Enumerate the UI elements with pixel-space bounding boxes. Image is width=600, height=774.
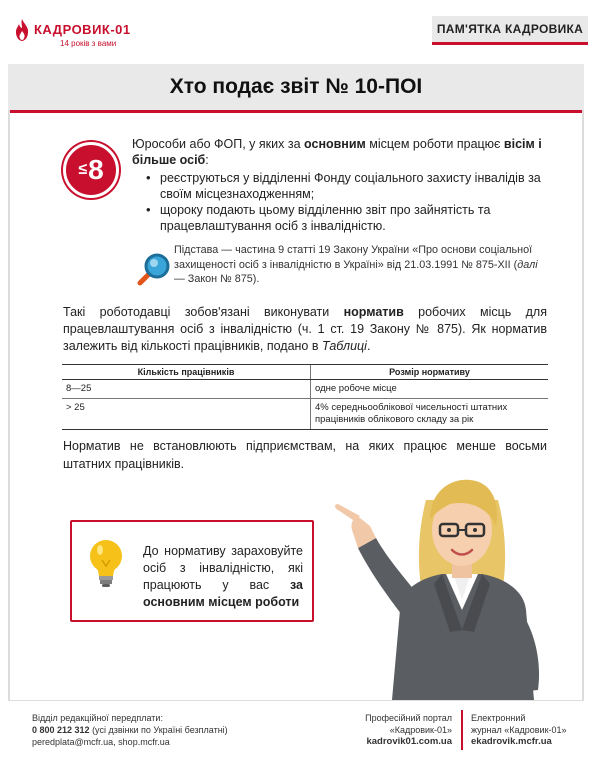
table-row [62, 380, 548, 399]
table-cell: 4% середньооблікової чисельності штатних працівників облікового складу за рік [311, 399, 549, 430]
section-label: ПАМ'ЯТКА КАДРОВИКА [432, 16, 588, 45]
logo-subtitle: 14 років з вами [60, 39, 117, 48]
list-item: • реєструються у відділенні Фонду соціального захисту інвалідів за своїм місцезнаходженням; [132, 170, 544, 202]
basis-italic: далі [517, 258, 538, 271]
footer-journal [471, 712, 581, 748]
table-header: Кількість працівників [62, 365, 311, 380]
footer-dept: Відділ редакційної передплати: [32, 713, 163, 723]
intro-list [132, 170, 544, 234]
magnifier-icon [137, 252, 171, 286]
portal-link[interactable]: kadrovik01.com.ua [366, 736, 452, 747]
footer-separator [461, 710, 463, 750]
frame-divider [8, 110, 10, 700]
legal-basis [174, 243, 546, 287]
count-badge [63, 142, 119, 198]
table-header: Розмір нормативу [311, 365, 549, 380]
badge-number: 8 [88, 154, 104, 185]
intro-bold: основним [304, 137, 366, 151]
title-band [8, 64, 584, 113]
badge-symbol: ≤ [78, 161, 88, 178]
table-cell: > 25 [62, 399, 311, 430]
page-title: Хто подає звіт № 10-ПОІ [169, 75, 423, 98]
journal-line1: Електронний [471, 713, 526, 723]
intro-text: Юрособи або ФОП, у яких за [132, 137, 305, 151]
flame-logo-icon [14, 19, 30, 41]
lightbulb-icon [86, 538, 126, 590]
footer-portal [330, 712, 452, 748]
footer-emails[interactable]: peredplata@mcfr.ua, shop.mcfr.ua [32, 737, 170, 747]
norm-bold: норматив [343, 305, 404, 319]
tip-bold: за основним місцем роботи [143, 578, 303, 609]
norm-text: Такі роботодавці зобов'язані виконувати [63, 305, 344, 319]
exemption-paragraph: Норматив не встановлюють підприємствам, на яких працює менше восьми штатних працівників. [63, 439, 547, 471]
norm-text: . [366, 339, 371, 353]
norm-table [62, 364, 548, 430]
journal-line2: журнал «Кадровик-01» [471, 725, 567, 735]
intro-text: : [205, 153, 209, 167]
intro-text: місцем роботи працює [365, 137, 504, 151]
table-ref: Таблиці [321, 339, 367, 353]
tip-plain: До нормативу зараховуйте осіб з інвалідністю, які працюють у вас [143, 544, 303, 592]
list-item: • щороку подають цьому відділенню звіт про зайнятість та працевлаштування осіб з інвалідністю. [132, 202, 544, 234]
intro-bold: вісім і більше осіб [132, 137, 542, 167]
logo-name: КАДРОВИК-01 [34, 22, 131, 37]
portal-line1: Професійний портал [365, 713, 452, 723]
norm-paragraph [63, 304, 547, 355]
portal-line2: «Кадровик-01» [389, 725, 452, 735]
table-row [62, 399, 548, 430]
norm-text: робочих місць для працевлаштування осіб з інвалідністю (ч. 1 ст. 19 Закону № 875). Як норматив залежить від кількості працівників, подано в [63, 305, 547, 353]
woman-illustration [330, 460, 586, 700]
journal-link[interactable]: ekadrovik.mcfr.ua [471, 736, 552, 747]
tip-text [143, 543, 303, 611]
footer-phone-note: (усі дзвінки по Україні безплатні) [89, 725, 228, 735]
footer-subscription [32, 712, 292, 748]
footer-divider [8, 700, 584, 701]
intro-paragraph [132, 136, 544, 234]
table-cell: 8—25 [62, 380, 311, 399]
footer-phone[interactable]: 0 800 212 312 [32, 725, 90, 735]
logo[interactable] [8, 18, 168, 52]
basis-text: — Закон № 875). [174, 273, 260, 285]
table-cell: одне робоче місце [311, 380, 549, 399]
basis-text: Підстава — частина 9 статті 19 Закону України «Про основи соціальної захищеності осіб з інвалідністю в Україні» від 21.03.1991 № 875-XII ( [174, 244, 533, 271]
